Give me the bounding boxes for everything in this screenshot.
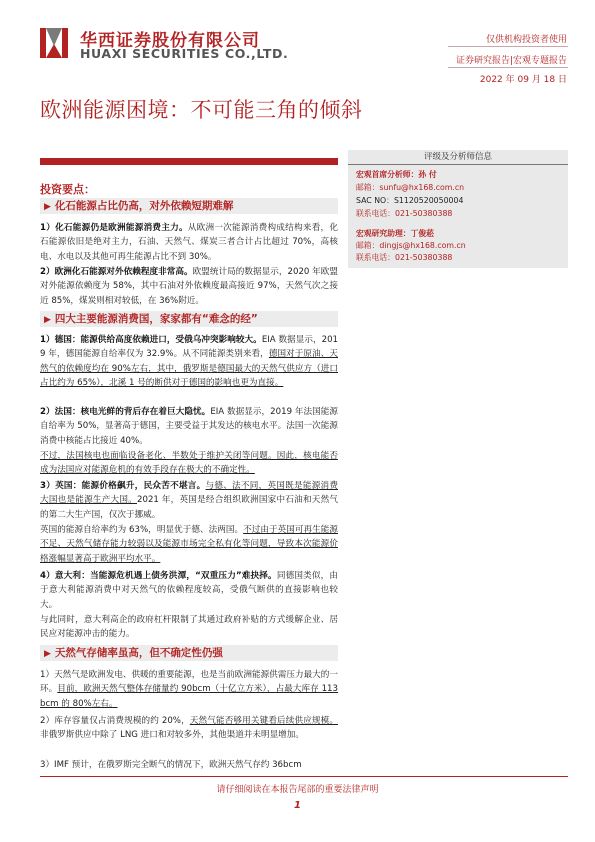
report-type: 证券研究报告|宏观专题报告 (455, 56, 567, 66)
investment-heading: 投资要点： (40, 183, 95, 196)
triangle-right-icon: ▶ (44, 649, 51, 659)
paragraph: 3）英国：能源价格飙升，民众苦不堪言。与德、法不同，英国既是能源消费大国也是能源生产大国。2021 年，英国是经合组织欧洲国家中石油和天然气的第二大生产国，仅次于挪威。 (40, 481, 338, 520)
huaxi-logo-icon (40, 24, 68, 58)
assistant-email[interactable]: 邮箱：dingjs@hx168.com.cn (356, 241, 466, 250)
page-number: 1 (294, 800, 301, 811)
section-heading: ▶ 天然气存储率虽高，但不确定性仍强 (40, 645, 338, 661)
analyst-email[interactable]: 邮箱：sunfu@hx168.com.cn (356, 183, 465, 192)
triangle-right-icon: ▶ (44, 315, 51, 325)
report-title: 欧洲能源困境：不可能三角的倾斜 (40, 98, 363, 122)
assistant-phone: 联系电话：021-50380388 (356, 253, 453, 262)
paragraph: 1）德国：能源供给高度依赖进口，受俄乌冲突影响较大。EIA 数据显示，2019 年，德国能源自给率仅为 32.9%。从不同能源类别来看，德国对于原油、天然气的依赖度均在 90%左右，其中，俄罗斯是德国最大的天然气供应方（进口占比约为 65%），北溪 1 号的断供对于德国的影响也更为直接。 (40, 335, 339, 389)
section-heading: ▶ 四大主要能源消费国，家家都有“难念的经” (40, 311, 338, 327)
company-name-en: HUAXI SECURITIES CO.,LTD. (80, 46, 289, 61)
paragraph: 2）库存容量仅占消费规模的约 20%，天然气能否够用关键看后续供应规模。非俄罗斯供应中除了 LNG 进口和对较多外，其他渠道并未明显增加。 (40, 716, 338, 741)
header-divider (448, 46, 568, 47)
report-date: 2022 年 09 月 18 日 (479, 75, 567, 85)
paragraph: 1）化石能源仍是欧洲能源消费主力。从欧洲一次能源消费构成结构来看，化石能源依旧是绝对主力，石油、天然气、煤炭三者合计占比超过 70%，高核电、水电以及其他可再生能源占比不到 30%。 (40, 223, 338, 262)
paragraph: 4）意大利：当能源危机遇上债务洪潭，“双重压力”难抉择。同德国类似，由于意大利能源消费中对天然气的依赖程度较高，受俄气断供的直接影响也较大。 (40, 571, 338, 610)
company-name-cn: 华西证券股份有限公司 (80, 31, 260, 51)
analyst-sac: SAC NO：S1120520050004 (356, 196, 464, 205)
triangle-right-icon: ▶ (44, 202, 51, 212)
section-heading: ▶ 化石能源占比仍高，对外依赖短期难解 (40, 198, 338, 214)
title-underline-bar (40, 158, 338, 165)
assistant-name: 宏观研究助理：丁俊菘 (356, 229, 434, 238)
paragraph: 英国的能源自给率约为 63%，明显优于德、法两国。不过由于英国可再生能源不足、天然气储存能力较弱以及能源市场完全私有化等问题，导致本次能源价格涨幅显著高于欧洲平均水平。 (40, 525, 338, 564)
paragraph: 3）IMF 预计，在俄罗斯完全断气的情况下，欧洲天然气存约 36bcm (40, 760, 302, 770)
paragraph: 1）天然气是欧洲发电、供暖的重要能源，也是当前欧洲能源供需压力最大的一环。目前，欧洲天然气整体存储量约 90bcm（十亿立方米），占最大库存 113bcm 的 80%左右。 (40, 670, 338, 709)
paragraph: 2）欧洲化石能源对外依赖程度非常高。欧盟统计局的数据显示，2020 年欧盟对外能源依赖度为 58%，其中石油对外依赖度最高接近 97%，天然气次之接近 85%，煤炭则相对较低，在 36%附近。 (40, 267, 338, 306)
paragraph: 与此同时，意大利高企的政府杠杆限制了其通过政府补贴的方式缓解企业、居民应对能源冲击的能力。 (40, 615, 338, 640)
paragraph: 不过，法国核电也面临设备老化、半数处于维护关闭等问题。因此，核电能否成为法国应对能源危机的有效手段存在极大的不确定性。 (40, 451, 338, 476)
paragraph: 2）法国：核电光鲜的背后存在着巨大隐忧。EIA 数据显示，2019 年法国能源自给率为 50%，显著高于德国，主要受益于其发达的核电水平。法国一次能源消费中核能占比接近 40%。 (40, 407, 338, 446)
header-divider (448, 67, 568, 68)
legal-notice[interactable]: 请仔细阅读在本报告尾部的重要法律声明 (216, 785, 379, 795)
audience-note: 仅供机构投资者使用 (485, 35, 567, 45)
analyst-phone: 联系电话：021-50380388 (356, 209, 453, 218)
footer-divider (40, 776, 568, 777)
analyst-info-heading: 评级及分析师信息 (348, 150, 568, 165)
analyst-name: 宏观首席分析师：孙 付 (356, 170, 437, 179)
